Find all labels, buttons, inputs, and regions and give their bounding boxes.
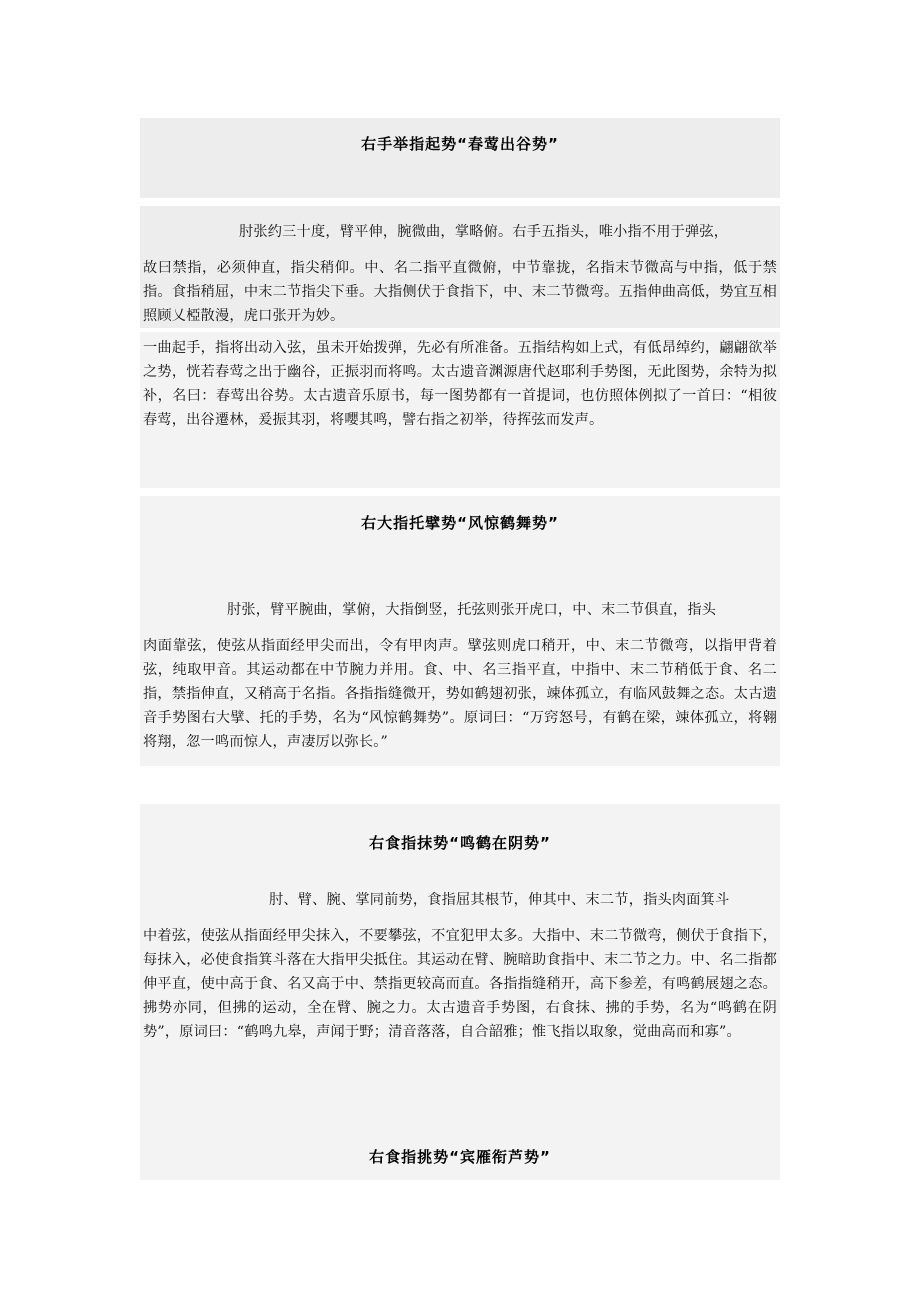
paragraph-line-first: 肘张，臂平腕曲，掌俯，大指倒竖，托弦则张开虎口，中、末二节俱直，指头 xyxy=(227,602,717,618)
paragraph-line-first: 肘张约三十度，臂平伸，腕微曲，掌略俯。右手五指头，唯小指不用于弹弦， xyxy=(239,224,729,240)
section-title: 右食指挑势“宾雁衔芦势” xyxy=(369,1148,551,1166)
section-band xyxy=(140,804,780,1180)
section-title-band xyxy=(140,118,780,198)
paragraph-band xyxy=(140,206,780,328)
paragraph: 中着弦，使弦从指面经甲尖抹入，不要攀弦，不宜犯甲太多。大指中、末二节微弯，侧伏于食指下，每抹入，必使食指箕斗落在大指甲尖抵住。其运动在臂、腕暗助食指中、末二节之力。中、名二指都伸平直，使中高于食、名又高于中、禁指更较高而直。各指指缝稍开，高下参差，有鸣鹤展翅之态。拂势亦同，但拂的运动，全在臂、腕之力。太古遗音手势图，右食抹、拂的手势，名为“鸣鹤在阴势”，原词曰：“鹤鸣九皋，声闻于野；清音落落，自合韶雅；惟飞指以取象，觉曲高而和寡”。 xyxy=(143,928,777,1040)
paragraph: 肉面靠弦，使弦从指面经甲尖而出，令有甲肉声。擘弦则虎口稍开，中、末二节微弯，以指甲背着弦，纯取甲音。其运动都在中节腕力并用。食、中、名三指平直，中指中、末二节稍低于食、名二指，禁指伸直，又稍高于名指。各指指缝微开，势如鹤翅初张，竦体孤立，有临风鼓舞之态。太古遗音手势图右大擘、托的手势，名为“风惊鹤舞势”。原词曰：“万窍怒号，有鹤在梁，竦体孤立，将翱将翔，忽一鸣而惊人，声凄厉以弥长。” xyxy=(143,638,777,750)
paragraph-band xyxy=(140,332,780,488)
paragraph-line-first: 肘、臂、腕、掌同前势，食指屈其根节，伸其中、末二节，指头肉面箕斗 xyxy=(269,892,730,908)
section-band xyxy=(140,496,780,766)
section-title: 右大指托擘势“风惊鹤舞势” xyxy=(361,514,559,532)
paragraph: 一曲起手，指将出动入弦，虽未开始拨弹，先必有所准备。五指结构如上式，有低昂绰约，翩翩欲举之势，恍若春莺之出于幽谷，正振羽而将鸣。太古遗音渊源唐代赵耶利手势图，无此图势，余特为拟补，名曰：春莺出谷势。太古遗音乐原书，每一图势都有一首提词，也仿照体例拟了一首曰：“相彼春莺，出谷遷林，爰振其羽，将嚶其鸣，譬右指之初举，待挥弦而发声。 xyxy=(143,340,777,428)
section-title: 右食指抹势“鸣鹤在阴势” xyxy=(369,834,551,852)
section-title: 右手举指起势“春莺出谷势” xyxy=(361,135,559,153)
paragraph: 故曰禁指，必须伸直，指尖稍仰。中、名二指平直微俯，中节靠拢，名指末节微高与中指，低于禁指。食指稍屈，中末二节指尖下垂。大指侧伏于食指下，中、末二节微弯。五指伸曲高低，势宜互相照顾乂椏散漫，虎口张开为妙。 xyxy=(143,260,777,324)
